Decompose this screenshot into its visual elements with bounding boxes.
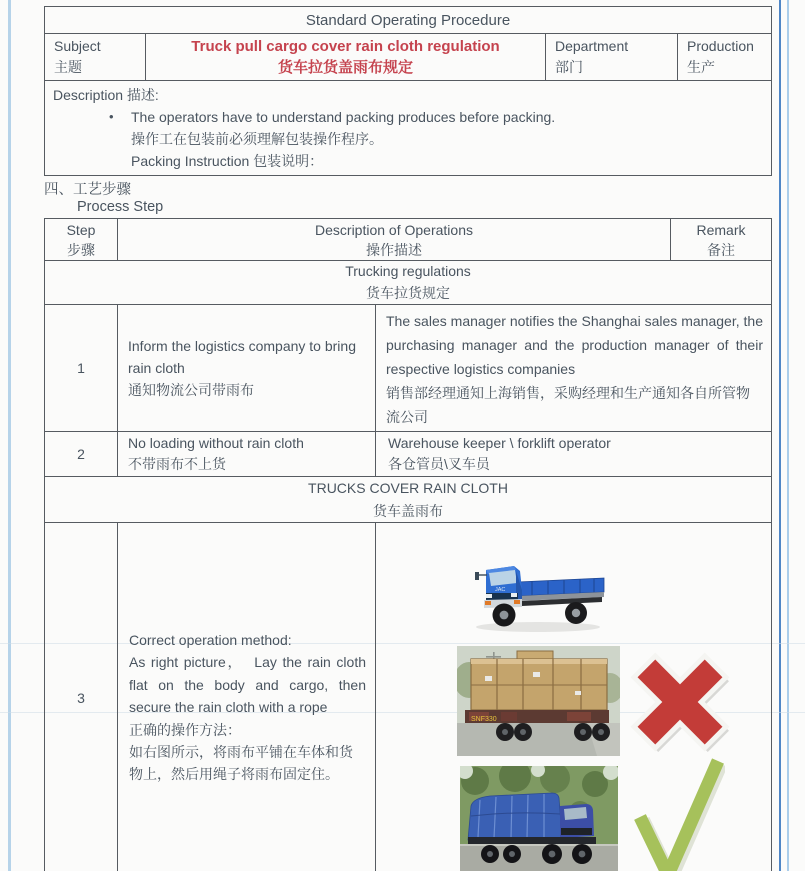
scan-edge-line-right-dark [779,0,781,871]
process-section-heading-zh: 四、工艺步骤 [44,182,131,198]
scan-edge-line-left [8,0,11,871]
covered-truck-photo [460,766,618,871]
col-header-step-zh: 步骤 [67,242,95,258]
step3-method-zh-1: 正确的操作方法： [129,721,241,738]
section-b-zh: 货车盖雨布 [373,502,443,519]
scan-edge-line-right-light [787,0,789,871]
sop-header-table [44,6,772,176]
department-label-zh: 部门 [555,59,583,75]
col-header-remark-zh: 备注 [707,242,735,258]
step3-method-en-1: Correct operation method: [129,632,292,648]
subject-label-en: Subject [54,38,101,54]
step2-detail-zh: 各仓管员\叉车员 [388,456,490,472]
svg-text:JAC: JAC [495,587,506,593]
uncovered-crates-truck-photo [457,646,620,756]
department-value-cell [678,34,772,81]
department-value-en: Production [687,38,754,54]
subject-value-zh: 货车拉货盖雨布规定 [277,59,413,76]
section-a-en: Trucking regulations [345,263,471,279]
department-label-cell [546,34,678,81]
step-number-3-cell [45,523,118,871]
step1-detail-zh: 销售部经理通知上海销售，采购经理和生产通知各自所管物流公司 [386,385,750,425]
section-b-en: TRUCKS COVER RAIN CLOTH [308,480,508,496]
col-header-operations-zh: 操作描述 [366,242,422,258]
step-number-3: 3 [77,690,85,706]
col-header-step-en: Step [66,222,96,238]
step1-detail-en: The sales manager notifies the Shanghai sales manager, the purchasing manager and the production manager of their respective logistics companies [386,313,763,377]
section-a-zh: 货车拉货规定 [366,284,450,301]
col-header-remark [671,219,772,261]
packing-instruction-line: Packing Instruction 包装说明： [131,153,324,169]
subject-label-cell [45,34,146,81]
step2-action-cell [118,432,376,477]
subject-label-zh: 主题 [54,59,82,75]
description-heading: Description 描述: [53,87,159,103]
step1-action-en: Inform the logistics company to bring rain cloth [128,338,356,376]
step1-detail-cell [376,305,772,432]
section-row-trucks-cover-rain-cloth [45,477,772,523]
x-mark-icon [627,648,734,758]
description-cell [45,81,772,176]
department-value-zh: 生产 [687,59,715,75]
step1-action-zh: 通知物流公司带雨布 [128,382,254,398]
description-bullet-en: The operators have to understand packing produces before packing. [131,109,556,125]
step2-detail-en: Warehouse keeper \ forklift operator [388,435,611,451]
col-header-operations [118,219,671,261]
step3-method-cell [118,523,376,871]
doc-title: Standard Operating Procedure [45,7,772,34]
step-number-1: 1 [45,305,118,432]
truck-license-text: SNF330 [471,716,497,723]
col-header-step [45,219,118,261]
section-row-trucking-regulations [45,261,772,305]
step2-action-en: No loading without rain cloth [128,435,304,451]
step1-action-cell [118,305,376,432]
bullet-icon: • [109,109,114,124]
step2-detail-cell [376,432,772,477]
subject-value-cell [146,34,546,81]
col-header-operations-en: Description of Operations [315,222,473,238]
step3-method-en-2: As right picture， Lay the rain cloth flat on the body and cargo, then secure the rain cloth with a rope [129,654,370,716]
col-header-remark-en: Remark [696,222,746,238]
process-section-heading-en: Process Step [77,199,164,215]
step-number-2: 2 [45,432,118,477]
blue-flatbed-truck-photo [452,545,617,637]
description-bullet-zh: 操作工在包装前必须理解包装操作程序。 [131,131,383,147]
check-mark-icon [630,755,725,871]
subject-value-en: Truck pull cargo cover rain cloth regulation [191,38,500,55]
step2-action-zh: 不带雨布不上货 [128,456,226,472]
step3-method-zh-2: 如右图所示，将雨布平铺在车体和货物上，然后用绳子将雨布固定住。 [129,744,353,783]
department-label-en: Department [555,38,629,54]
